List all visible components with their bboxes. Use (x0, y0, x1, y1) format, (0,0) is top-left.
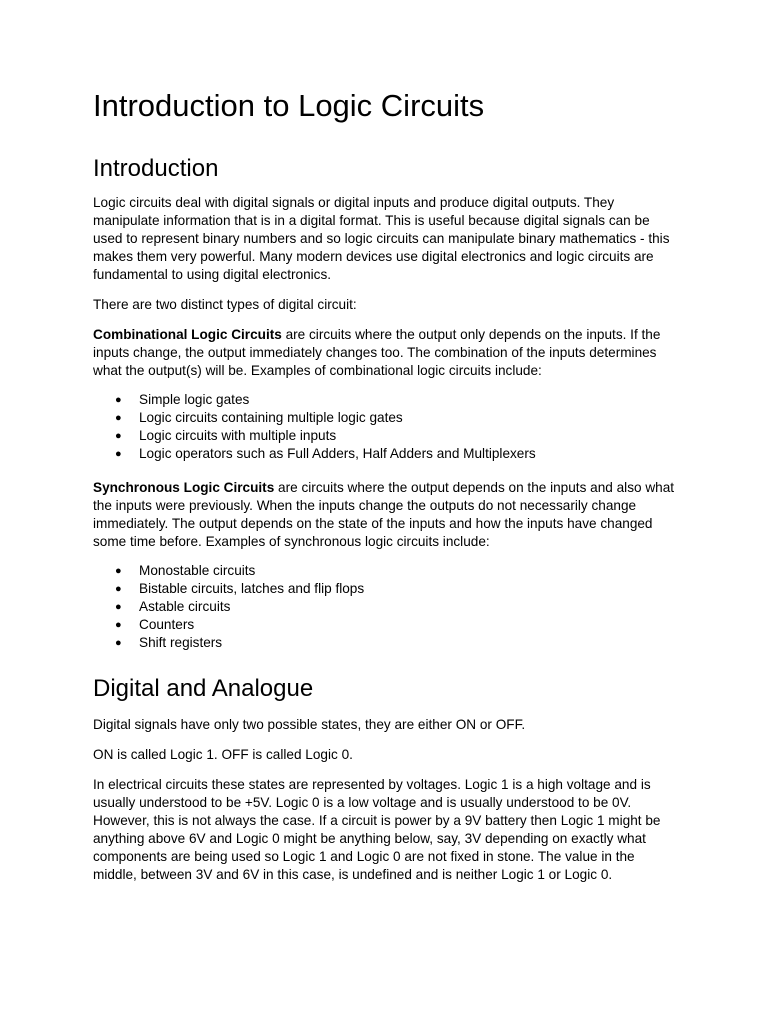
list-item (93, 598, 679, 616)
list-item-text: Simple logic gates (139, 392, 250, 407)
list-item (93, 409, 679, 427)
voltages-paragraph: In electrical circuits these states are represented by voltages. Logic 1 is a high voltage and is usually understood to be +5V. Logic 0 is a low voltage and is usually understood to be 0V. However, this is not always the case. If a circuit is power by a 9V battery then Logic 1 might be anything above 6V and Logic 0 might be anything below, say, 3V depending on exactly what components are being used so Logic 1 and Logic 0 are not fixed in stone. The value in the middle, between 3V and 6V in this case, is undefined and is neither Logic 1 or Logic 0. (93, 777, 661, 882)
digital-states-paragraph: Digital signals have only two possible states, they are either ON or OFF. (93, 717, 526, 732)
document-page (93, 86, 679, 896)
list-item (93, 634, 679, 652)
synchronous-examples-list (93, 562, 679, 652)
list-item-text: Bistable circuits, latches and flip flops (139, 581, 365, 596)
list-item-text: Astable circuits (139, 599, 231, 614)
list-item (93, 562, 679, 580)
list-item (93, 445, 679, 463)
combinational-term: Combinational Logic Circuits (93, 327, 282, 342)
synchronous-term: Synchronous Logic Circuits (93, 480, 275, 495)
combinational-description: are circuits where the output only depends on the inputs. If the inputs change, the output immediately changes too. The combination of the inputs determines what the output(s) will be. Examples of combinational logic circuits include: (93, 327, 661, 378)
logic-levels-paragraph: ON is called Logic 1. OFF is called Logic 0. (93, 747, 353, 762)
intro-paragraph: Logic circuits deal with digital signals or digital inputs and produce digital outputs. They manipulate information that is in a digital format. This is useful because digital signals can be used to represent binary numbers and so logic circuits can manipulate binary mathematics - this makes them very powerful. Many modern devices use digital electronics and logic circuits are fundamental to using digital electronics. (93, 195, 670, 282)
synchronous-paragraph (93, 479, 679, 551)
bullet-icon: ● (115, 619, 122, 631)
synchronous-description: are circuits where the output depends on the inputs and also what the inputs were previously. When the inputs change the outputs do not necessarily change immediately. The output depends on the state of the inputs and how the inputs have changed some time before. Examples of synchronous logic circuits include: (93, 480, 675, 549)
bullet-icon: ● (115, 412, 122, 424)
list-item (93, 580, 679, 598)
list-item-text: Logic operators such as Full Adders, Half Adders and Multiplexers (139, 446, 536, 461)
bullet-icon: ● (115, 583, 122, 595)
list-item-text: Logic circuits containing multiple logic gates (139, 410, 403, 425)
list-item (93, 616, 679, 634)
bullet-icon: ● (115, 448, 122, 460)
bullet-icon: ● (115, 637, 122, 649)
types-paragraph: There are two distinct types of digital circuit: (93, 297, 357, 312)
list-item (93, 391, 679, 409)
document-title: Introduction to Logic Circuits (93, 88, 485, 123)
list-item-text: Monostable circuits (139, 563, 256, 578)
section-heading-introduction: Introduction (93, 155, 219, 182)
bullet-icon: ● (115, 394, 122, 406)
combinational-paragraph (93, 326, 679, 380)
list-item (93, 427, 679, 445)
bullet-icon: ● (115, 430, 122, 442)
combinational-examples-list (93, 391, 679, 463)
section-heading-digital-and-analogue: Digital and Analogue (93, 675, 314, 702)
bullet-icon: ● (115, 565, 122, 577)
list-item-text: Shift registers (139, 635, 223, 650)
list-item-text: Logic circuits with multiple inputs (139, 428, 337, 443)
bullet-icon: ● (115, 601, 122, 613)
list-item-text: Counters (139, 617, 195, 632)
